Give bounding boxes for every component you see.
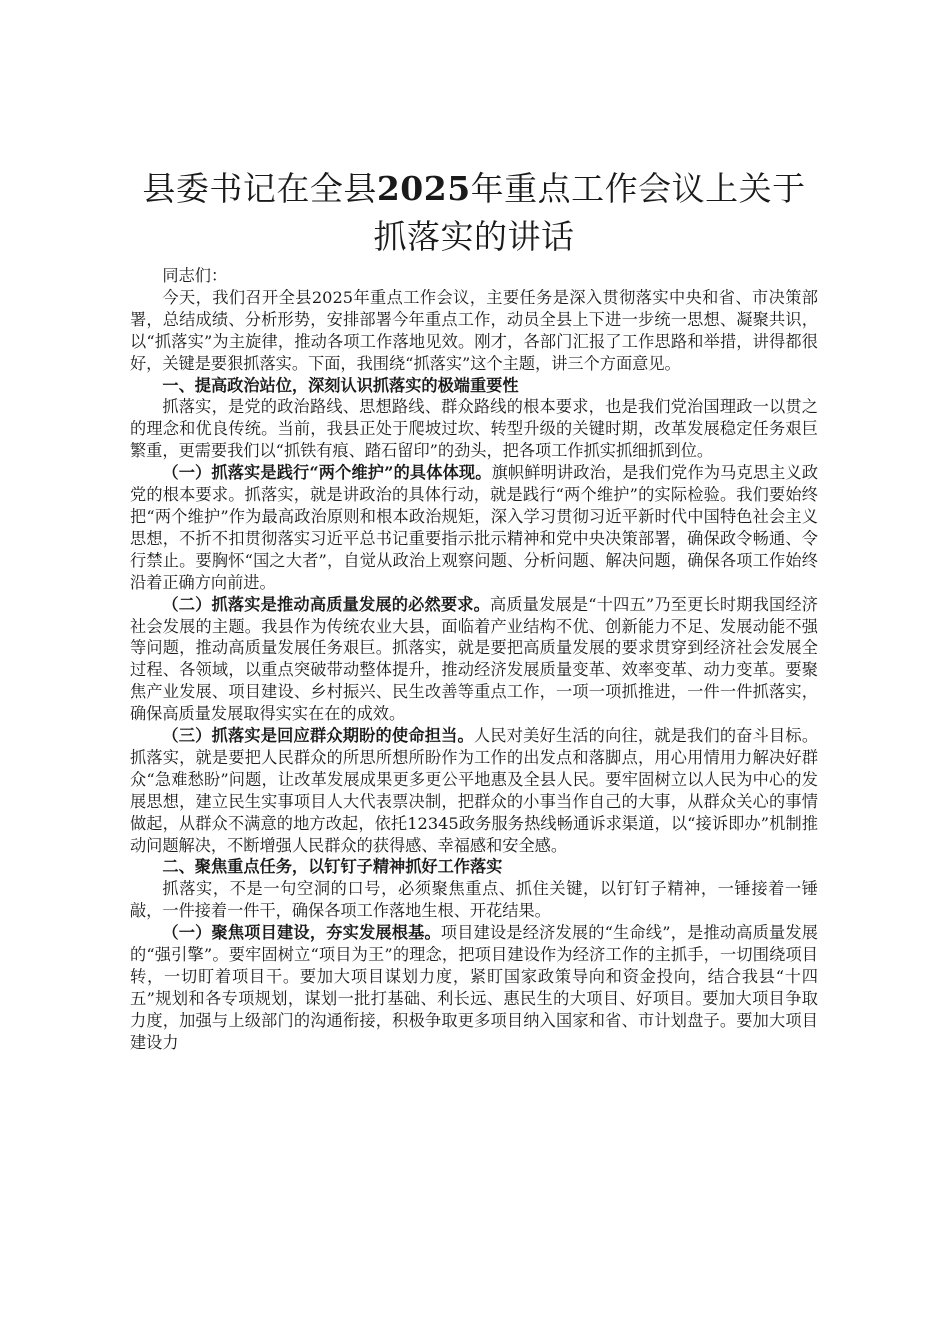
- section-1-paragraph: 抓落实，是党的政治路线、思想路线、群众路线的根本要求，也是我们党治国理政一以贯之的理念和优良传统。当前，我县正处于爬坡过坎、转型升级的关键时期，改革发展稳定任务艰巨繁重，更需要我们以“抓铁有痕、踏石留印”的劲头，把各项工作抓实抓细抓到位。: [130, 397, 818, 461]
- document-title: [130, 165, 818, 261]
- salutation: 同志们：: [162, 266, 228, 285]
- item-text: 旗帜鲜明讲政治，是我们党作为马克思主义政党的根本要求。抓落实，就是讲政治的具体行动，就是践行“两个维护”的实际检验。我们要始终把“两个维护”作为最高政治原则和根本政治规矩，深入学习贯彻习近平新时代中国特色社会主义思想，不折不扣贯彻落实习近平总书记重要指示批示精神和党中央决策部署，确保政令畅通、令行禁止。要胸怀“国之大者”，自觉从政治上观察问题、分析问题、解决问题，确保各项工作始终沿着正确方向前进。: [130, 463, 819, 592]
- item-text: 高质量发展是“十四五”乃至更长时期我国经济社会发展的主题。我县作为传统农业大县，面临着产业结构不优、创新能力不足、发展动能不强等问题，推动高质量发展任务艰巨。抓落实，就是要把高质量发展的要求贯穿到经济社会发展全过程、各领域，以重点突破带动整体提升，推动经济发展质量变革、效率变革、动力变革。要聚焦产业发展、项目建设、乡村振兴、民生改善等重点工作，一项一项抓推进，一件一件抓落实，确保高质量发展取得实实在在的成效。: [130, 594, 818, 724]
- title-prefix: 县委书记在全县: [142, 169, 377, 208]
- item-text: 项目建设是经济发展的“生命线”，是推动高质量发展的“强引擎”。要牢固树立“项目为王”的理念，把项目建设作为经济工作的主抓手，一切围绕项目转，一切盯着项目干。要加大项目谋划力度，紧盯国家政策导向和资金投向，结合我县“十四五”规划和各专项规划，谋划一批打基础、利长远、惠民生的大项目、好项目。要加大项目争取力度，加强与上级部门的沟通衔接，积极争取更多项目纳入国家和省、市计划盘子。要加大项目建设力: [130, 923, 818, 1052]
- item-lead: （一）抓落实是践行“两个维护”的具体体现。: [162, 463, 492, 483]
- title-year: 2025: [376, 169, 471, 208]
- section-1-item-3: [130, 725, 818, 856]
- section-1-item-2: [130, 594, 818, 725]
- item-lead: （三）抓落实是回应群众期盼的使命担当。: [162, 726, 474, 746]
- item-text: 人民对美好生活的向往，就是我们的奋斗目标。抓落实，就是要把人民群众的所思所想所盼作为工作的出发点和落脚点，用心用情用力解决好群众“急难愁盼”问题，让改革发展成果更多更公平地惠及全县人民。要牢固树立以人民为中心的发展思想，建立民生实事项目人大代表票决制，把群众的小事当作自己的大事，从群众关心的事情做起，从群众不满意的地方改起，依托12345政务服务热线畅通诉求渠道，以“接诉即办”机制推动问题解决，不断增强人民群众的获得感、幸福感和安全感。: [130, 726, 819, 855]
- section-1-item-1: [130, 462, 818, 593]
- title-suffix: 年重点工作会议上关于抓落实的讲话: [373, 169, 806, 256]
- document-page: [130, 165, 818, 1054]
- section-2-heading: 二、聚焦重点任务，以钉钉子精神抓好工作落实: [162, 857, 503, 877]
- section-2-paragraph: 抓落实，不是一句空洞的口号，必须聚焦重点、抓住关键，以钉钉子精神，一锤接着一锤敲，一件接着一件干，确保各项工作落地生根、开花结果。: [130, 879, 818, 921]
- item-lead: （二）抓落实是推动高质量发展的必然要求。: [162, 594, 491, 614]
- section-2-item-1: [130, 922, 818, 1053]
- item-lead: （一）聚焦项目建设，夯实发展根基。: [162, 923, 441, 943]
- section-1-heading: 一、提高政治站位，深刻认识抓落实的极端重要性: [162, 375, 519, 395]
- intro-paragraph: 今天，我们召开全县2025年重点工作会议，主要任务是深入贯彻落实中央和省、市决策部署，总结成绩、分析形势，安排部署今年重点工作，动员全县上下进一步统一思想、凝聚共识，以“抓落实”为主旋律，推动各项工作落地见效。刚才，各部门汇报了工作思路和举措，讲得都很好，关键是要狠抓落实。下面，我围绕“抓落实”这个主题，讲三个方面意见。: [130, 287, 818, 373]
- document-body: [130, 265, 818, 1054]
